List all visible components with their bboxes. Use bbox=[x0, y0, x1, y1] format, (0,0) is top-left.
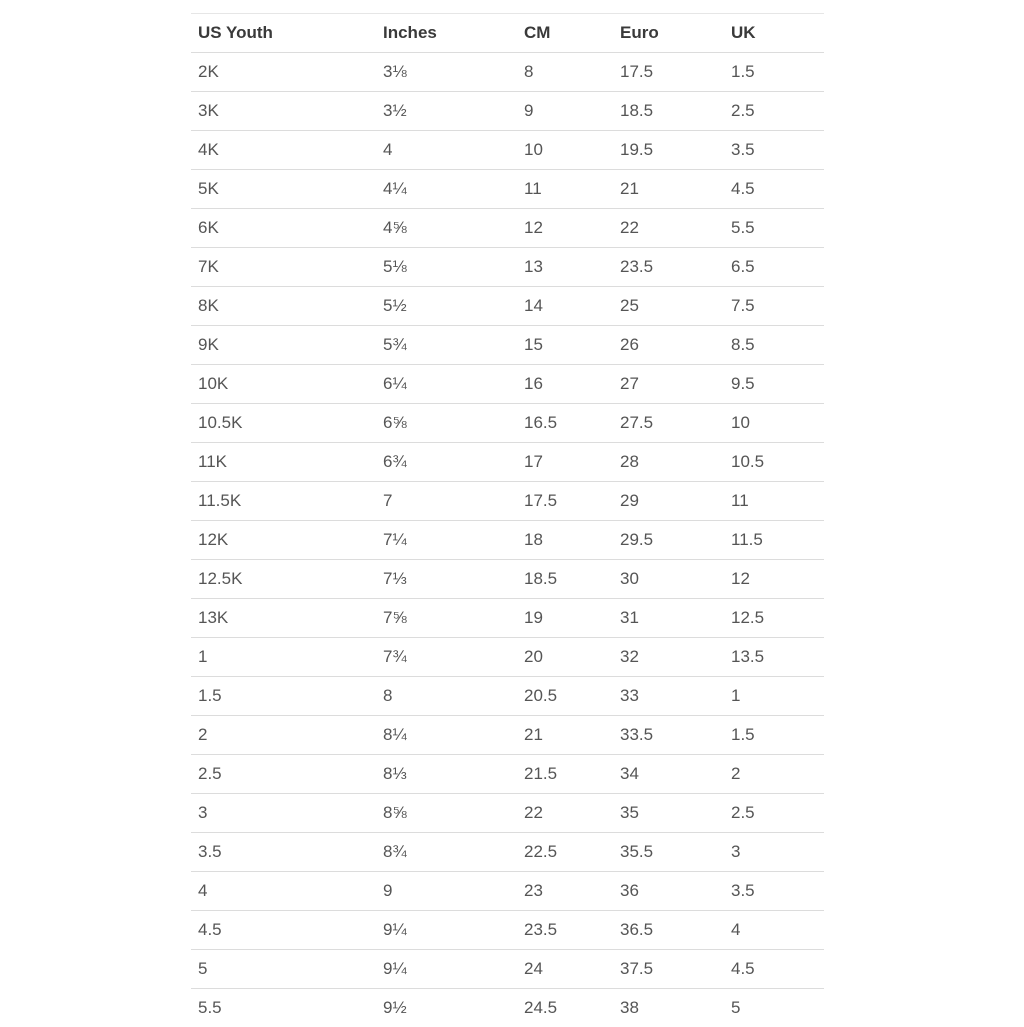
table-row bbox=[191, 677, 824, 716]
cm-cell: 22 bbox=[517, 794, 613, 833]
table-row bbox=[191, 248, 824, 287]
uk-cell: 5.5 bbox=[724, 209, 824, 248]
cm-cell: 24 bbox=[517, 950, 613, 989]
euro-cell: 35 bbox=[613, 794, 724, 833]
inches-cell: 9¼ bbox=[376, 911, 517, 950]
table-row bbox=[191, 755, 824, 794]
us-youth-cell: 9K bbox=[191, 326, 376, 365]
table-row bbox=[191, 599, 824, 638]
us-youth-cell: 7K bbox=[191, 248, 376, 287]
table-row bbox=[191, 989, 824, 1027]
uk-cell: 2.5 bbox=[724, 92, 824, 131]
us-youth-cell: 4.5 bbox=[191, 911, 376, 950]
us-youth-cell: 13K bbox=[191, 599, 376, 638]
euro-cell: 23.5 bbox=[613, 248, 724, 287]
us-youth-cell: 12.5K bbox=[191, 560, 376, 599]
uk-cell: 7.5 bbox=[724, 287, 824, 326]
inches-cell: 4⅝ bbox=[376, 209, 517, 248]
table-row bbox=[191, 521, 824, 560]
euro-cell: 36 bbox=[613, 872, 724, 911]
inches-cell: 8¼ bbox=[376, 716, 517, 755]
inches-cell: 6¼ bbox=[376, 365, 517, 404]
euro-cell: 26 bbox=[613, 326, 724, 365]
cm-cell: 18 bbox=[517, 521, 613, 560]
us-youth-cell: 3K bbox=[191, 92, 376, 131]
column-header-us-youth: US Youth bbox=[191, 14, 376, 53]
cm-cell: 16 bbox=[517, 365, 613, 404]
euro-cell: 19.5 bbox=[613, 131, 724, 170]
cm-cell: 23 bbox=[517, 872, 613, 911]
table-row bbox=[191, 872, 824, 911]
inches-cell: 9 bbox=[376, 872, 517, 911]
cm-cell: 15 bbox=[517, 326, 613, 365]
column-header-cm: CM bbox=[517, 14, 613, 53]
uk-cell: 8.5 bbox=[724, 326, 824, 365]
euro-cell: 32 bbox=[613, 638, 724, 677]
table-header bbox=[191, 14, 824, 53]
table-row bbox=[191, 482, 824, 521]
us-youth-cell: 10.5K bbox=[191, 404, 376, 443]
size-conversion-table bbox=[191, 13, 824, 1027]
cm-cell: 10 bbox=[517, 131, 613, 170]
column-header-inches: Inches bbox=[376, 14, 517, 53]
euro-cell: 21 bbox=[613, 170, 724, 209]
inches-cell: 5½ bbox=[376, 287, 517, 326]
inches-cell: 8⅝ bbox=[376, 794, 517, 833]
table-row bbox=[191, 404, 824, 443]
uk-cell: 2 bbox=[724, 755, 824, 794]
uk-cell: 1 bbox=[724, 677, 824, 716]
table-row bbox=[191, 911, 824, 950]
inches-cell: 5¾ bbox=[376, 326, 517, 365]
inches-cell: 8⅓ bbox=[376, 755, 517, 794]
uk-cell: 3.5 bbox=[724, 131, 824, 170]
euro-cell: 33 bbox=[613, 677, 724, 716]
inches-cell: 7⅝ bbox=[376, 599, 517, 638]
table-row bbox=[191, 131, 824, 170]
uk-cell: 1.5 bbox=[724, 716, 824, 755]
euro-cell: 17.5 bbox=[613, 53, 724, 92]
euro-cell: 28 bbox=[613, 443, 724, 482]
us-youth-cell: 2.5 bbox=[191, 755, 376, 794]
cm-cell: 22.5 bbox=[517, 833, 613, 872]
table-row bbox=[191, 170, 824, 209]
uk-cell: 4.5 bbox=[724, 950, 824, 989]
us-youth-cell: 3 bbox=[191, 794, 376, 833]
us-youth-cell: 2K bbox=[191, 53, 376, 92]
table-row bbox=[191, 326, 824, 365]
euro-cell: 27 bbox=[613, 365, 724, 404]
uk-cell: 11.5 bbox=[724, 521, 824, 560]
table-row bbox=[191, 833, 824, 872]
euro-cell: 30 bbox=[613, 560, 724, 599]
inches-cell: 6¾ bbox=[376, 443, 517, 482]
table-row bbox=[191, 53, 824, 92]
us-youth-cell: 5.5 bbox=[191, 989, 376, 1027]
cm-cell: 23.5 bbox=[517, 911, 613, 950]
us-youth-cell: 11.5K bbox=[191, 482, 376, 521]
uk-cell: 9.5 bbox=[724, 365, 824, 404]
uk-cell: 1.5 bbox=[724, 53, 824, 92]
euro-cell: 29 bbox=[613, 482, 724, 521]
uk-cell: 13.5 bbox=[724, 638, 824, 677]
table-row bbox=[191, 716, 824, 755]
inches-cell: 6⅝ bbox=[376, 404, 517, 443]
cm-cell: 14 bbox=[517, 287, 613, 326]
uk-cell: 12.5 bbox=[724, 599, 824, 638]
uk-cell: 10.5 bbox=[724, 443, 824, 482]
uk-cell: 6.5 bbox=[724, 248, 824, 287]
cm-cell: 19 bbox=[517, 599, 613, 638]
column-header-uk: UK bbox=[724, 14, 824, 53]
inches-cell: 9¼ bbox=[376, 950, 517, 989]
cm-cell: 17.5 bbox=[517, 482, 613, 521]
inches-cell: 5⅛ bbox=[376, 248, 517, 287]
table-row bbox=[191, 443, 824, 482]
uk-cell: 12 bbox=[724, 560, 824, 599]
inches-cell: 7⅓ bbox=[376, 560, 517, 599]
cm-cell: 20 bbox=[517, 638, 613, 677]
inches-cell: 7 bbox=[376, 482, 517, 521]
cm-cell: 21.5 bbox=[517, 755, 613, 794]
cm-cell: 21 bbox=[517, 716, 613, 755]
uk-cell: 11 bbox=[724, 482, 824, 521]
euro-cell: 37.5 bbox=[613, 950, 724, 989]
uk-cell: 3.5 bbox=[724, 872, 824, 911]
cm-cell: 11 bbox=[517, 170, 613, 209]
inches-cell: 3½ bbox=[376, 92, 517, 131]
euro-cell: 33.5 bbox=[613, 716, 724, 755]
inches-cell: 8¾ bbox=[376, 833, 517, 872]
euro-cell: 18.5 bbox=[613, 92, 724, 131]
euro-cell: 22 bbox=[613, 209, 724, 248]
uk-cell: 4 bbox=[724, 911, 824, 950]
table-row bbox=[191, 638, 824, 677]
inches-cell: 4 bbox=[376, 131, 517, 170]
table-row bbox=[191, 560, 824, 599]
inches-cell: 9½ bbox=[376, 989, 517, 1027]
us-youth-cell: 4K bbox=[191, 131, 376, 170]
euro-cell: 35.5 bbox=[613, 833, 724, 872]
cm-cell: 12 bbox=[517, 209, 613, 248]
euro-cell: 29.5 bbox=[613, 521, 724, 560]
cm-cell: 20.5 bbox=[517, 677, 613, 716]
uk-cell: 2.5 bbox=[724, 794, 824, 833]
inches-cell: 3⅛ bbox=[376, 53, 517, 92]
table-row bbox=[191, 794, 824, 833]
uk-cell: 3 bbox=[724, 833, 824, 872]
uk-cell: 4.5 bbox=[724, 170, 824, 209]
table-row bbox=[191, 287, 824, 326]
cm-cell: 8 bbox=[517, 53, 613, 92]
table-row bbox=[191, 365, 824, 404]
inches-cell: 4¼ bbox=[376, 170, 517, 209]
cm-cell: 24.5 bbox=[517, 989, 613, 1027]
euro-cell: 25 bbox=[613, 287, 724, 326]
us-youth-cell: 3.5 bbox=[191, 833, 376, 872]
table-row bbox=[191, 92, 824, 131]
us-youth-cell: 4 bbox=[191, 872, 376, 911]
inches-cell: 7¾ bbox=[376, 638, 517, 677]
inches-cell: 8 bbox=[376, 677, 517, 716]
euro-cell: 38 bbox=[613, 989, 724, 1027]
uk-cell: 5 bbox=[724, 989, 824, 1027]
euro-cell: 27.5 bbox=[613, 404, 724, 443]
table-row bbox=[191, 209, 824, 248]
inches-cell: 7¼ bbox=[376, 521, 517, 560]
euro-cell: 31 bbox=[613, 599, 724, 638]
us-youth-cell: 11K bbox=[191, 443, 376, 482]
us-youth-cell: 12K bbox=[191, 521, 376, 560]
cm-cell: 9 bbox=[517, 92, 613, 131]
uk-cell: 10 bbox=[724, 404, 824, 443]
cm-cell: 16.5 bbox=[517, 404, 613, 443]
us-youth-cell: 1.5 bbox=[191, 677, 376, 716]
column-header-euro: Euro bbox=[613, 14, 724, 53]
us-youth-cell: 2 bbox=[191, 716, 376, 755]
us-youth-cell: 10K bbox=[191, 365, 376, 404]
us-youth-cell: 6K bbox=[191, 209, 376, 248]
euro-cell: 36.5 bbox=[613, 911, 724, 950]
cm-cell: 13 bbox=[517, 248, 613, 287]
header-row bbox=[191, 14, 824, 53]
cm-cell: 18.5 bbox=[517, 560, 613, 599]
us-youth-cell: 1 bbox=[191, 638, 376, 677]
us-youth-cell: 5K bbox=[191, 170, 376, 209]
table-row bbox=[191, 950, 824, 989]
us-youth-cell: 8K bbox=[191, 287, 376, 326]
cm-cell: 17 bbox=[517, 443, 613, 482]
table-body bbox=[191, 53, 824, 1027]
us-youth-cell: 5 bbox=[191, 950, 376, 989]
euro-cell: 34 bbox=[613, 755, 724, 794]
